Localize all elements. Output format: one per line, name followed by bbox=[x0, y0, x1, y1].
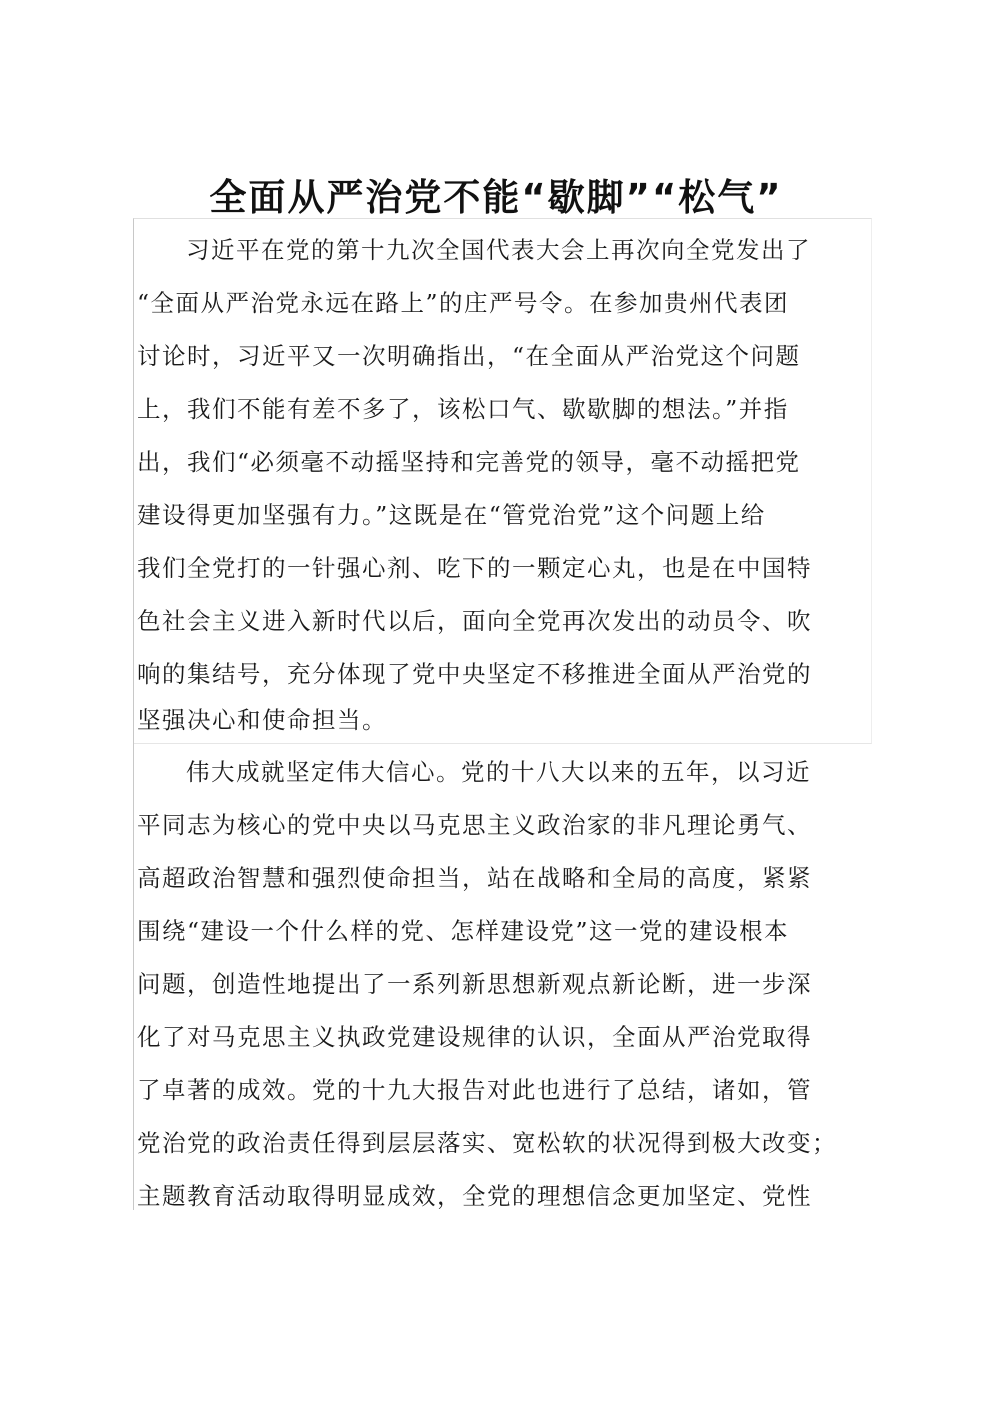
paragraph-line: 主题教育活动取得明显成效，全党的理想信念更加坚定、党性 bbox=[137, 1182, 812, 1210]
paragraph-line: “全面从严治党永远在路上”的庄严号令。在参加贵州代表团 bbox=[137, 289, 790, 317]
paragraph-line: 党治党的政治责任得到层层落实、宽松软的状况得到极大改变； bbox=[137, 1129, 837, 1157]
document-title: 全面从严治党不能“歇脚”“松气” bbox=[209, 176, 783, 219]
paragraph-line: 建设得更加坚强有力。”这既是在“管党治党”这个问题上给 bbox=[137, 501, 766, 529]
paragraph-block-1 bbox=[133, 218, 872, 744]
paragraph-line: 问题，创造性地提出了一系列新思想新观点新论断，进一步深 bbox=[137, 970, 812, 998]
paragraph-line: 伟大成就坚定伟大信心。党的十八大以来的五年，以习近 bbox=[186, 758, 811, 786]
paragraph-line: 化了对马克思主义执政党建设规律的认识，全面从严治党取得 bbox=[137, 1023, 812, 1051]
paragraph-line: 讨论时，习近平又一次明确指出，“在全面从严治党这个问题 bbox=[137, 342, 801, 370]
paragraph-line: 我们全党打的一针强心剂、吃下的一颗定心丸，也是在中国特 bbox=[137, 554, 812, 582]
paragraph-block-2 bbox=[133, 742, 871, 1210]
paragraph-line: 上，我们不能有差不多了，该松口气、歇歇脚的想法。”并指 bbox=[137, 395, 789, 423]
paragraph-line: 高超政治智慧和强烈使命担当，站在战略和全局的高度，紧紧 bbox=[137, 864, 812, 892]
paragraph-line: 围绕“建设一个什么样的党、怎样建设党”这一党的建设根本 bbox=[137, 917, 790, 945]
paragraph-line: 了卓著的成效。党的十九大报告对此也进行了总结，诸如，管 bbox=[137, 1076, 812, 1104]
paragraph-line: 坚强决心和使命担当。 bbox=[137, 706, 387, 734]
paragraph-line: 色社会主义进入新时代以后，面向全党再次发出的动员令、吹 bbox=[137, 607, 812, 635]
paragraph-line: 出，我们“必须毫不动摇坚持和完善党的领导，毫不动摇把党 bbox=[137, 448, 801, 476]
paragraph-line: 习近平在党的第十九次全国代表大会上再次向全党发出了 bbox=[186, 236, 811, 264]
paragraph-line: 平同志为核心的党中央以马克思主义政治家的非凡理论勇气、 bbox=[137, 811, 812, 839]
paragraph-line: 响的集结号，充分体现了党中央坚定不移推进全面从严治党的 bbox=[137, 660, 812, 688]
